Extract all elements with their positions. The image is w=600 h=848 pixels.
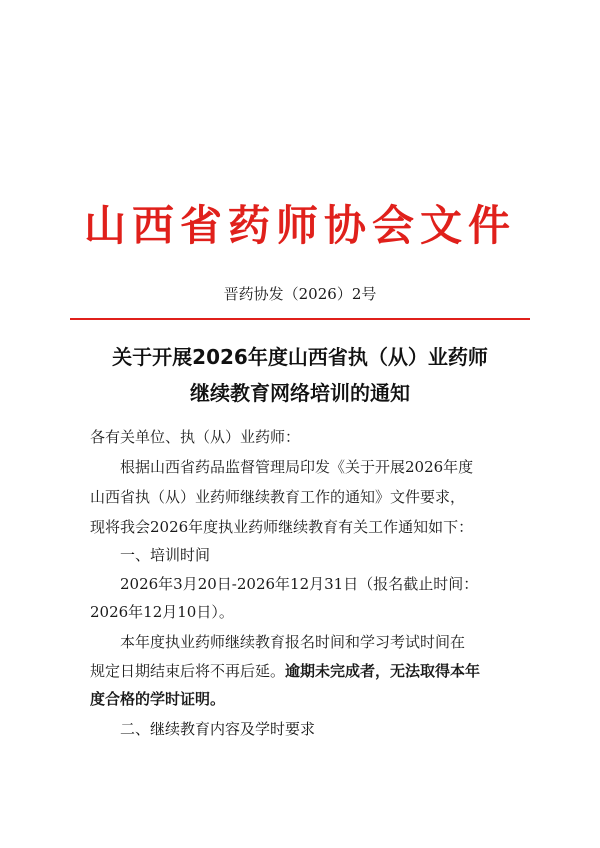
red-divider-line <box>70 318 530 320</box>
salutation: 各有关单位、执（从）业药师： <box>90 428 301 446</box>
section-1-note-line-3: 度合格的学时证明。 <box>90 690 226 708</box>
section-1-line-2: 2026年12月10日）。 <box>90 603 234 621</box>
document-title-line-1: 关于开展2026年度山西省执（从）业药师 <box>112 345 488 369</box>
section-2-heading: 二、继续教育内容及学时要求 <box>120 720 316 738</box>
section-1-note-regular-text: 规定日期结束后将不再后延。 <box>90 662 286 680</box>
org-document-header: 山西省药师协会文件 <box>83 201 516 250</box>
document-number: 晋药协发（2026）2号 <box>223 285 377 303</box>
section-1-line-1: 2026年3月20日-2026年12月31日（报名截止时间： <box>120 575 479 593</box>
document-title-line-2: 继续教育网络培训的通知 <box>190 381 410 405</box>
section-1-note-line-2 <box>90 660 520 682</box>
intro-paragraph-line-3: 现将我会2026年度执业药师继续教育有关工作通知如下： <box>90 518 474 536</box>
section-1-heading: 一、培训时间 <box>120 546 211 564</box>
intro-paragraph-line-1: 根据山西省药品监督管理局印发《关于开展2026年度 <box>120 458 474 476</box>
section-1-note-bold-text: 逾期未完成者，无法取得本年 <box>285 662 481 680</box>
section-1-note-line-1: 本年度执业药师继续教育报名时间和学习考试时间在 <box>120 633 466 651</box>
intro-paragraph-line-2: 山西省执（从）业药师继续教育工作的通知》文件要求， <box>90 488 466 506</box>
